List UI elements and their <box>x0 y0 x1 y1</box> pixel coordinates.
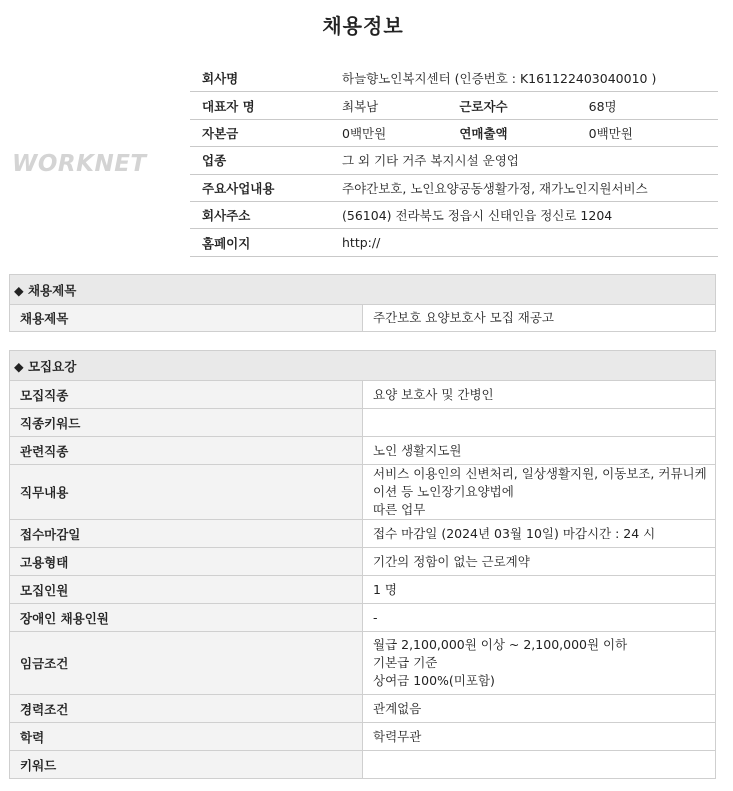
wage-line: 월급 2,100,000원 이상 ~ 2,100,000원 이하 <box>373 637 628 652</box>
company-row <box>190 201 718 228</box>
wage-line: 상여금 100%(미포함) <box>373 673 495 688</box>
experience-value: 관계없음 <box>363 695 716 723</box>
business-value: 주야간보호, 노인요양공동생활가정, 재가노인지원서비스 <box>330 174 718 201</box>
company-row <box>190 65 718 92</box>
deadline-label: 접수마감일 <box>10 520 363 548</box>
company-row <box>190 147 718 174</box>
disabled-hire-label: 장애인 채용인원 <box>10 604 363 632</box>
company-row <box>190 92 718 119</box>
table-row <box>10 381 716 409</box>
table-row <box>10 576 716 604</box>
homepage-label: 홈페이지 <box>190 229 330 256</box>
table-row <box>10 548 716 576</box>
job-description-value <box>363 465 716 520</box>
education-value: 학력무관 <box>363 723 716 751</box>
table-row <box>10 409 716 437</box>
keyword-label: 키워드 <box>10 751 363 779</box>
table-row <box>10 465 716 520</box>
keyword-value <box>363 751 716 779</box>
employees-value: 68명 <box>589 92 718 119</box>
ceo-label: 대표자 명 <box>190 92 330 119</box>
occupation-keyword-value <box>363 409 716 437</box>
wage-line: 기본급 기준 <box>373 655 438 670</box>
job-title-label: 채용제목 <box>10 305 363 332</box>
related-occupation-label: 관련직종 <box>10 437 363 465</box>
company-info-table <box>190 65 718 257</box>
page-title: 채용정보 <box>322 14 404 38</box>
address-value: (56104) 전라북도 정읍시 신태인읍 정신로 1204 <box>330 201 718 228</box>
revenue-label: 연매출액 <box>459 119 588 146</box>
deadline-value: 접수 마감일 (2024년 03월 10일) 마감시간 : 24 시 <box>363 520 716 548</box>
job-title-section <box>9 274 716 332</box>
disabled-hire-value: - <box>363 604 716 632</box>
table-row <box>10 695 716 723</box>
capital-label: 자본금 <box>190 119 330 146</box>
job-title-value: 주간보호 요양보호사 모집 재공고 <box>363 305 716 332</box>
job-description-label: 직무내용 <box>10 465 363 520</box>
homepage-link[interactable]: http:// <box>330 229 718 256</box>
related-occupation-value: 노인 생활지도원 <box>363 437 716 465</box>
employment-type-value: 기간의 정함이 없는 근로계약 <box>363 548 716 576</box>
address-label: 회사주소 <box>190 201 330 228</box>
worknet-logo: WORKNET <box>12 151 147 177</box>
company-name-label: 회사명 <box>190 65 330 92</box>
table-row <box>10 305 716 332</box>
employees-label: 근로자수 <box>459 92 588 119</box>
recruit-section-header: ◆ 모집요강 <box>10 351 716 381</box>
company-row <box>190 174 718 201</box>
job-title-section-header: ◆ 채용제목 <box>10 275 716 305</box>
job-description-line: 따른 업무 <box>373 502 426 517</box>
business-label: 주요사업내용 <box>190 174 330 201</box>
table-row <box>10 632 716 695</box>
industry-value: 그 외 기타 거주 복지시설 운영업 <box>330 147 718 174</box>
capital-value: 0백만원 <box>330 119 459 146</box>
occupation-keyword-label: 직종키워드 <box>10 409 363 437</box>
occupation-value: 요양 보호사 및 간병인 <box>363 381 716 409</box>
table-row <box>10 751 716 779</box>
wage-value <box>363 632 716 695</box>
ceo-value: 최복남 <box>330 92 459 119</box>
company-name-value: 하늘향노인복지센터 (인증번호 : K161122403040010 ) <box>330 65 718 92</box>
headcount-value: 1 명 <box>363 576 716 604</box>
headcount-label: 모집인원 <box>10 576 363 604</box>
recruit-section <box>9 350 716 779</box>
table-row <box>10 520 716 548</box>
revenue-value: 0백만원 <box>589 119 718 146</box>
education-label: 학력 <box>10 723 363 751</box>
industry-label: 업종 <box>190 147 330 174</box>
company-row <box>190 119 718 146</box>
table-row <box>10 723 716 751</box>
job-description-line: 서비스 이용인의 신변처리, 일상생활지원, 이동보조, 커뮤니케이션 등 노인장기요양법에 <box>373 466 707 499</box>
table-row <box>10 604 716 632</box>
company-row <box>190 229 718 256</box>
wage-label: 임금조건 <box>10 632 363 695</box>
table-row <box>10 437 716 465</box>
experience-label: 경력조건 <box>10 695 363 723</box>
employment-type-label: 고용형태 <box>10 548 363 576</box>
occupation-label: 모집직종 <box>10 381 363 409</box>
